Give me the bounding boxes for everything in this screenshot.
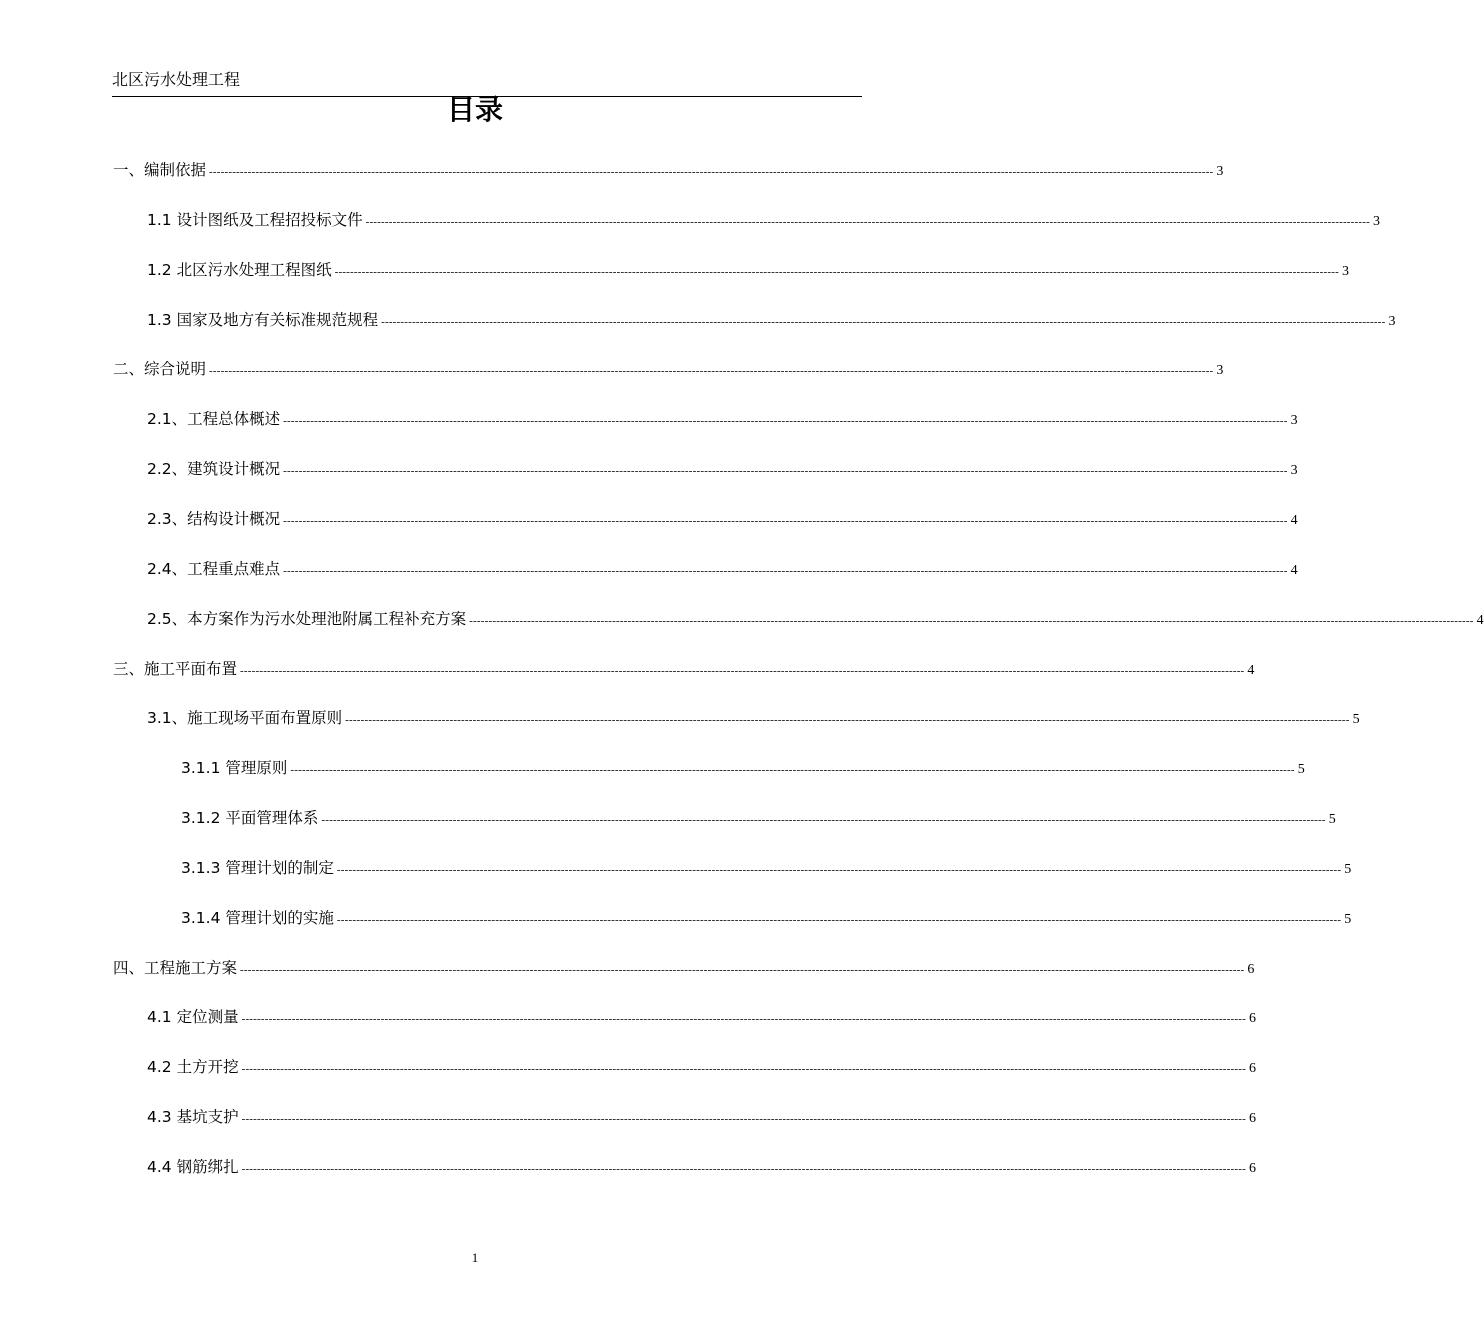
toc-entry[interactable] xyxy=(147,408,1298,432)
toc-entry-label: 四、工程施工方案 xyxy=(113,958,238,977)
page-footer xyxy=(0,1250,950,1266)
toc-entry-page-number: 5 xyxy=(1297,762,1305,778)
toc-entry-label: 3.1.1 管理原则 xyxy=(181,759,288,778)
toc-entry[interactable] xyxy=(181,807,1336,831)
toc-entry-page-number: 3 xyxy=(1372,213,1380,229)
toc-entry-page-number: 4 xyxy=(1476,612,1484,628)
toc-entry-page-number: 6 xyxy=(1248,1111,1256,1127)
toc-entry-page-number: 3 xyxy=(1341,263,1349,279)
toc-entry[interactable] xyxy=(181,907,1352,931)
toc-entry-page-number: 4 xyxy=(1290,562,1298,578)
toc-entry-label: 4.2 土方开挖 xyxy=(147,1058,239,1077)
toc-leader-dashes: -------------------------------------------------------------------------------------------------------------------------------------------------------------------------------------------------------------------------------------------------------------------- xyxy=(283,465,1288,478)
toc-leader-dashes: -------------------------------------------------------------------------------------------------------------------------------------------------------------------------------------------------------------------------------------------------------------------- xyxy=(240,963,1245,976)
toc-entry[interactable] xyxy=(147,558,1298,582)
toc-leader-dashes: -------------------------------------------------------------------------------------------------------------------------------------------------------------------------------------------------------------------------------------------------------------------- xyxy=(334,265,1339,278)
toc-entry-page-number: 5 xyxy=(1352,712,1360,728)
toc-entry[interactable] xyxy=(181,857,1352,881)
toc-entry-label: 2.5、本方案作为污水处理池附属工程补充方案 xyxy=(147,609,467,628)
toc-leader-dashes: -------------------------------------------------------------------------------------------------------------------------------------------------------------------------------------------------------------------------------------------------------------------- xyxy=(336,863,1342,876)
toc-entry[interactable] xyxy=(147,508,1298,532)
toc-entry[interactable] xyxy=(147,1006,1256,1030)
toc-leader-dashes: -------------------------------------------------------------------------------------------------------------------------------------------------------------------------------------------------------------------------------------------------------------------- xyxy=(241,1013,1246,1026)
toc-leader-dashes: -------------------------------------------------------------------------------------------------------------------------------------------------------------------------------------------------------------------------------------------------------------------- xyxy=(241,1113,1246,1126)
toc-leader-dashes: -------------------------------------------------------------------------------------------------------------------------------------------------------------------------------------------------------------------------------------------------------------------- xyxy=(209,166,1214,178)
toc-entry-label: 2.2、建筑设计概况 xyxy=(147,460,281,479)
toc-entry-label: 1.3 国家及地方有关标准规范规程 xyxy=(147,310,379,329)
toc-leader-dashes: -------------------------------------------------------------------------------------------------------------------------------------------------------------------------------------------------------------------------------------------------------------------- xyxy=(365,215,1370,228)
toc-entry-page-number: 3 xyxy=(1216,164,1224,179)
toc-entry[interactable] xyxy=(147,1156,1256,1180)
toc-entry-page-number: 3 xyxy=(1216,363,1224,379)
toc-entry[interactable] xyxy=(113,957,1255,981)
toc-entry-label: 3.1.4 管理计划的实施 xyxy=(181,908,334,927)
toc-leader-dashes: -------------------------------------------------------------------------------------------------------------------------------------------------------------------------------------------------------------------------------------------------------------------- xyxy=(209,365,1214,378)
toc-entry-page-number: 4 xyxy=(1290,512,1298,528)
toc-leader-dashes: -------------------------------------------------------------------------------------------------------------------------------------------------------------------------------------------------------------------------------------------------------------------- xyxy=(381,315,1386,328)
toc-entry-page-number: 6 xyxy=(1248,1061,1256,1077)
toc-leader-dashes: -------------------------------------------------------------------------------------------------------------------------------------------------------------------------------------------------------------------------------------------------------------------- xyxy=(283,415,1288,428)
toc-entry[interactable] xyxy=(147,458,1298,482)
toc-entry[interactable] xyxy=(147,259,1349,283)
toc-entry-label: 3.1、施工现场平面布置原则 xyxy=(147,709,343,728)
toc-entry-label: 三、施工平面布置 xyxy=(113,659,238,678)
toc-leader-dashes: -------------------------------------------------------------------------------------------------------------------------------------------------------------------------------------------------------------------------------------------------------------------- xyxy=(240,664,1245,677)
toc-entry[interactable] xyxy=(113,159,1224,183)
toc-entry-label: 3.1.2 平面管理体系 xyxy=(181,809,319,828)
toc-leader-dashes: -------------------------------------------------------------------------------------------------------------------------------------------------------------------------------------------------------------------------------------------------------------------- xyxy=(283,564,1288,577)
toc-entry-label: 4.3 基坑支护 xyxy=(147,1108,239,1127)
toc-leader-dashes: -------------------------------------------------------------------------------------------------------------------------------------------------------------------------------------------------------------------------------------------------------------------- xyxy=(283,514,1288,527)
toc-entry[interactable] xyxy=(147,309,1396,333)
toc-entry-page-number: 4 xyxy=(1247,662,1255,678)
toc-entry-label: 2.1、工程总体概述 xyxy=(147,410,281,429)
toc-entry[interactable] xyxy=(147,608,1484,632)
page-number: 1 xyxy=(471,1250,479,1265)
toc-leader-dashes: -------------------------------------------------------------------------------------------------------------------------------------------------------------------------------------------------------------------------------------------------------------------- xyxy=(241,1063,1246,1076)
toc-entry-page-number: 5 xyxy=(1344,911,1352,927)
toc-entry-page-number: 3 xyxy=(1290,413,1298,429)
header-title: 北区污水处理工程 xyxy=(112,70,241,89)
toc-entry[interactable] xyxy=(113,358,1224,382)
toc-leader-dashes: -------------------------------------------------------------------------------------------------------------------------------------------------------------------------------------------------------------------------------------------------------------------- xyxy=(345,714,1350,727)
toc-entry-label: 3.1.3 管理计划的制定 xyxy=(181,858,334,877)
toc-entry-label: 一、编制依据 xyxy=(113,161,207,179)
toc-entry-page-number: 3 xyxy=(1290,463,1298,479)
toc-entry[interactable] xyxy=(181,757,1305,781)
toc-entry[interactable] xyxy=(147,707,1360,731)
toc-entry[interactable] xyxy=(147,1056,1256,1080)
toc-entry[interactable] xyxy=(147,1106,1256,1130)
toc-entry-page-number: 5 xyxy=(1328,812,1336,828)
toc-entry-page-number: 3 xyxy=(1388,313,1396,329)
toc-entry-page-number: 6 xyxy=(1248,1011,1256,1027)
toc-leader-dashes: -------------------------------------------------------------------------------------------------------------------------------------------------------------------------------------------------------------------------------------------------------------------- xyxy=(290,764,1295,777)
toc-entry-label: 1.2 北区污水处理工程图纸 xyxy=(147,260,332,279)
toc-title: 目录 xyxy=(446,93,503,126)
toc-entry[interactable] xyxy=(147,209,1380,233)
toc-entry-label: 2.3、结构设计概况 xyxy=(147,509,281,528)
toc-entry-label: 2.4、工程重点难点 xyxy=(147,559,281,578)
toc-leader-dashes: -------------------------------------------------------------------------------------------------------------------------------------------------------------------------------------------------------------------------------------------------------------------- xyxy=(469,614,1474,627)
toc-entry-page-number: 6 xyxy=(1248,1161,1256,1176)
toc-entry[interactable] xyxy=(113,658,1255,682)
toc-leader-dashes: -------------------------------------------------------------------------------------------------------------------------------------------------------------------------------------------------------------------------------------------------------------------- xyxy=(321,814,1326,827)
toc-entry-label: 1.1 设计图纸及工程招投标文件 xyxy=(147,210,363,229)
toc-leader-dashes: -------------------------------------------------------------------------------------------------------------------------------------------------------------------------------------------------------------------------------------------------------------------- xyxy=(336,913,1342,926)
toc-entry-page-number: 6 xyxy=(1247,961,1255,977)
toc-entry-label: 4.1 定位测量 xyxy=(147,1008,239,1027)
toc-entry-label: 二、综合说明 xyxy=(113,360,207,379)
toc-leader-dashes: -------------------------------------------------------------------------------------------------------------------------------------------------------------------------------------------------------------------------------------------------------------------- xyxy=(241,1163,1246,1175)
toc-entry-page-number: 5 xyxy=(1344,861,1352,877)
toc-entry-label: 4.4 钢筋绑扎 xyxy=(147,1158,239,1176)
